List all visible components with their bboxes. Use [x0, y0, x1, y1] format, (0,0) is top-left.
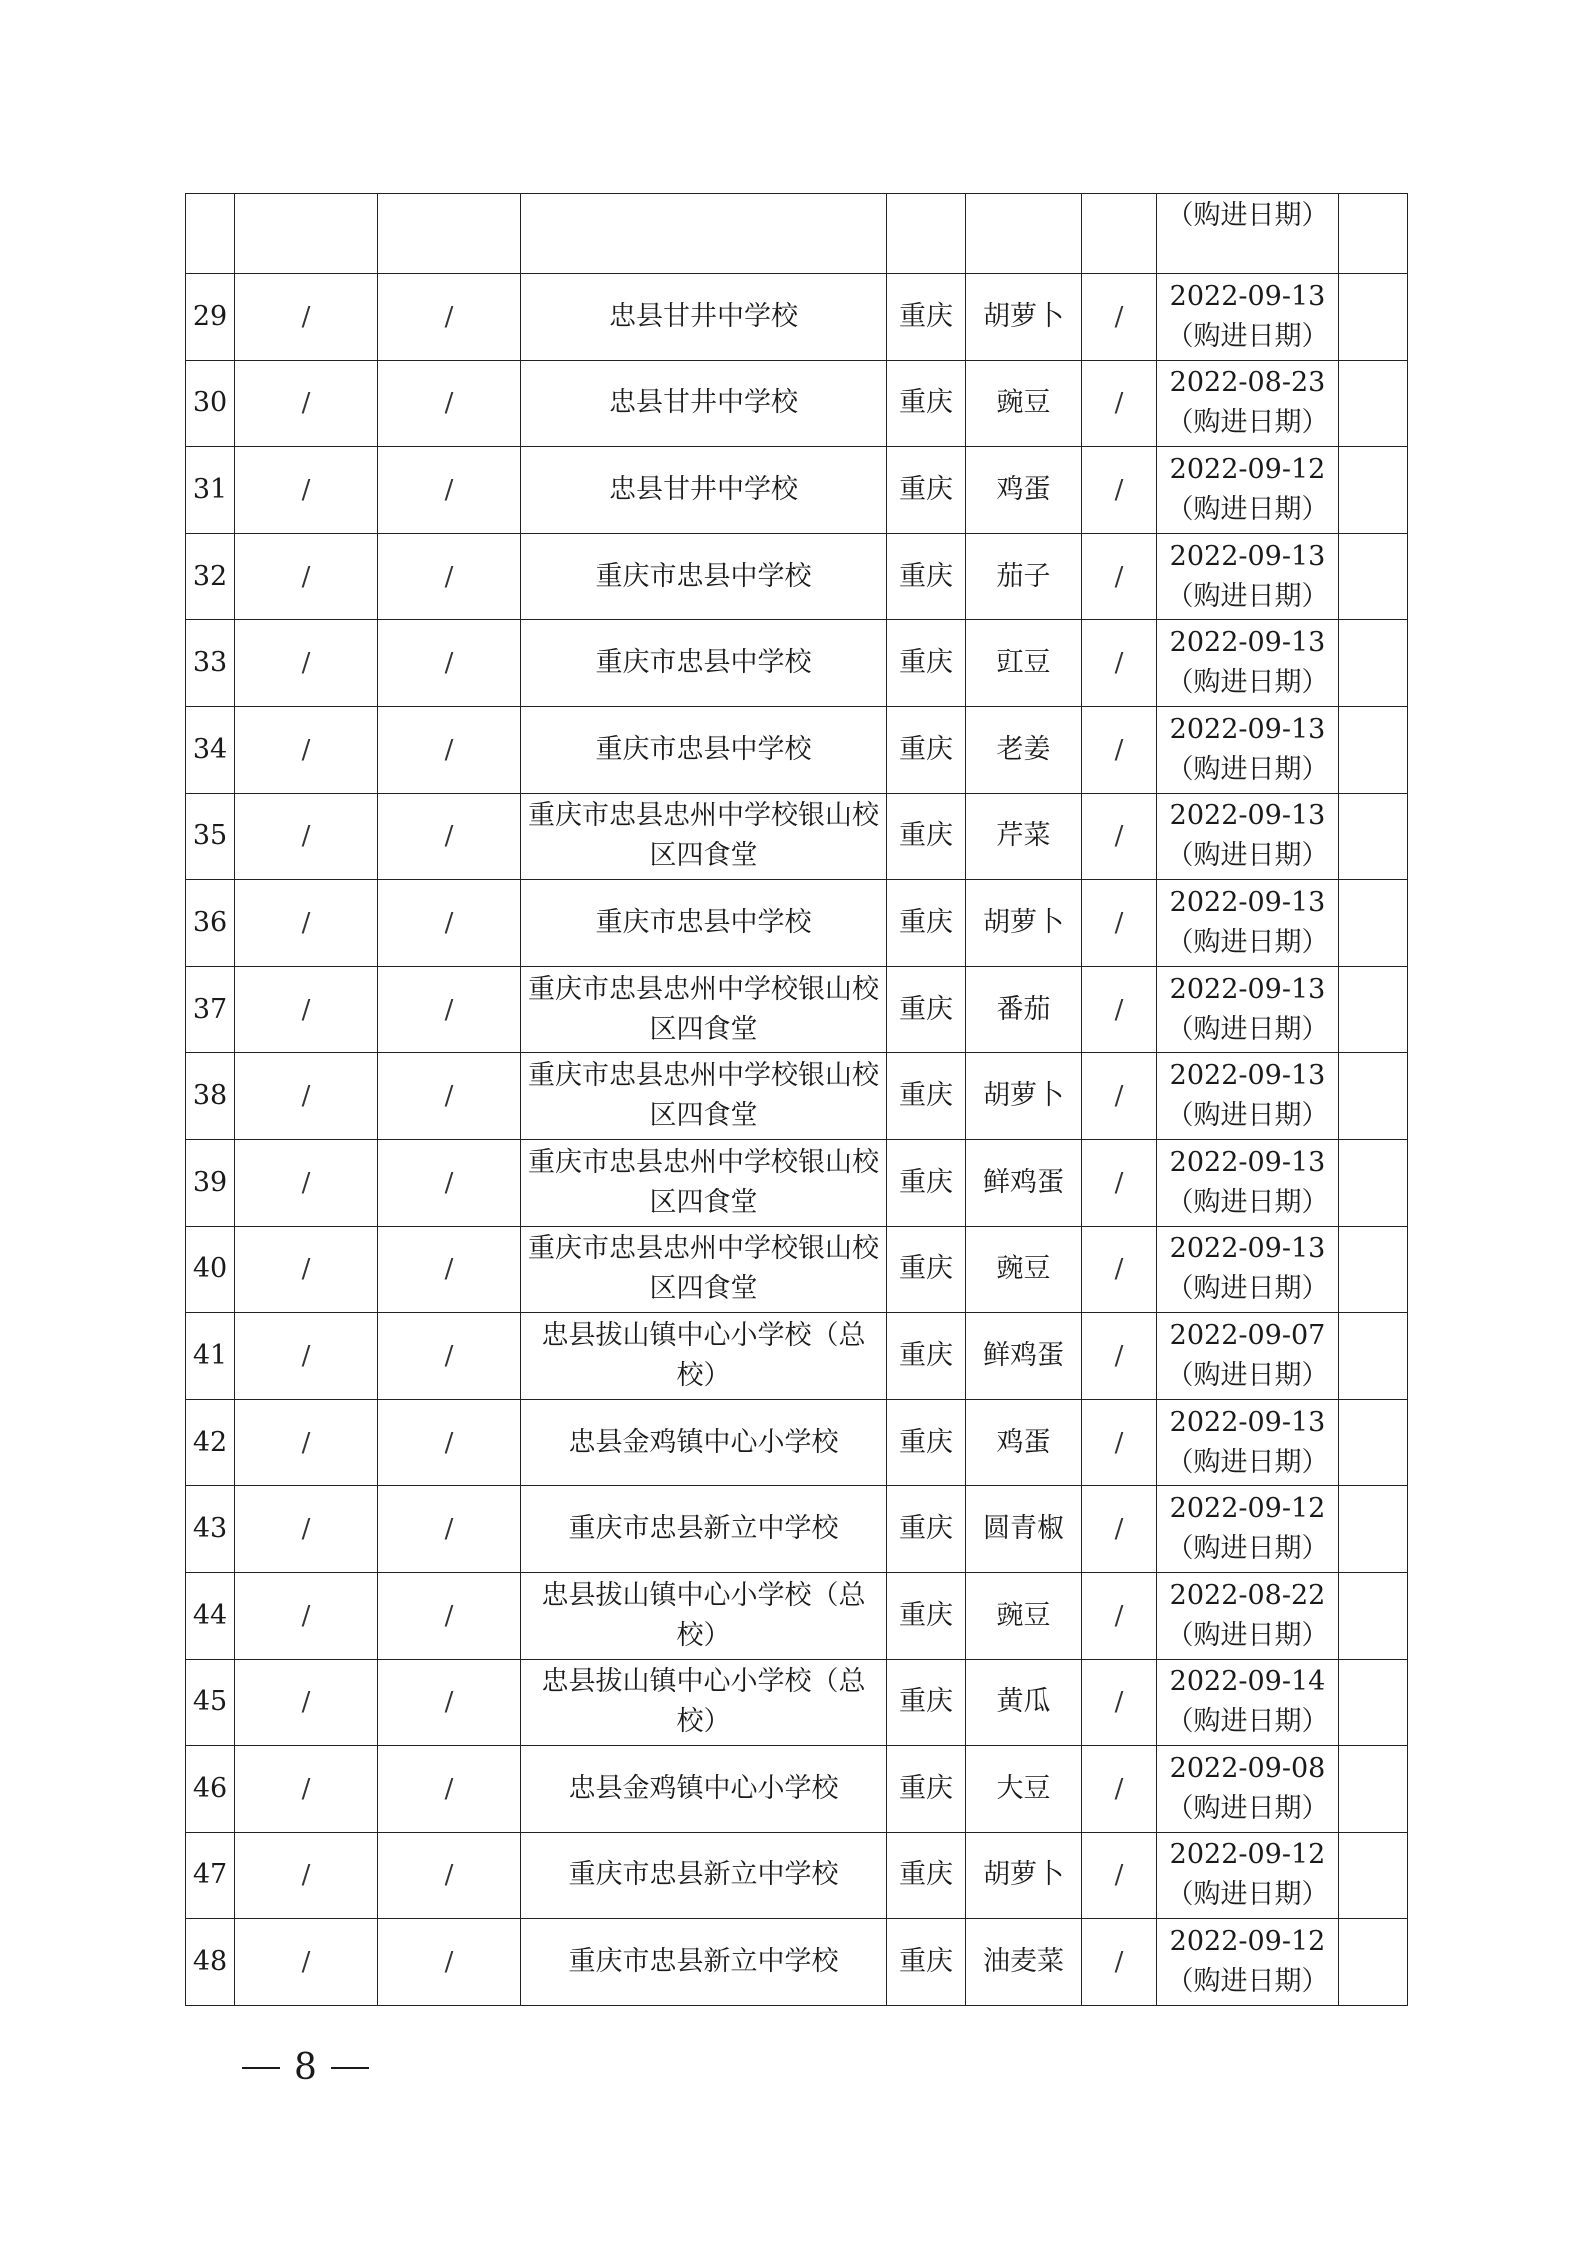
cell-index: 47	[186, 1832, 235, 1919]
date-value: 2022-09-12	[1169, 1493, 1326, 1525]
cell-unit: 重庆市忠县中学校	[521, 620, 887, 707]
cell-date	[1157, 1053, 1339, 1140]
date-value: 2022-09-13	[1169, 1060, 1326, 1092]
date-value: 2022-09-13	[1169, 886, 1326, 918]
date-note: （购进日期）	[1166, 580, 1329, 612]
cell-region: 重庆	[887, 1399, 966, 1486]
date-note: （购进日期）	[1166, 926, 1329, 958]
date-value: 2022-09-12	[1169, 1839, 1326, 1871]
cell-remark	[1339, 880, 1408, 967]
cell-unit: 忠县拔山镇中心小学校（总校）	[521, 1572, 887, 1659]
cell-date	[1157, 274, 1339, 361]
cell-col2: /	[235, 1486, 378, 1573]
table-row	[186, 1226, 1408, 1313]
cell-col3	[378, 194, 521, 274]
cell-region: 重庆	[887, 1486, 966, 1573]
date-value: 2022-09-13	[1169, 540, 1326, 572]
cell-index: 29	[186, 274, 235, 361]
date-value: 2022-09-13	[1169, 1233, 1326, 1265]
cell-index	[186, 194, 235, 274]
cell-col7: /	[1082, 1832, 1157, 1919]
cell-food: 豌豆	[966, 1226, 1082, 1313]
cell-col2: /	[235, 274, 378, 361]
cell-region: 重庆	[887, 793, 966, 880]
cell-date	[1157, 706, 1339, 793]
cell-food: 胡萝卜	[966, 1053, 1082, 1140]
date-value: 2022-09-13	[1169, 713, 1326, 745]
cell-unit: 忠县拔山镇中心小学校（总校）	[521, 1313, 887, 1400]
date-note: （购进日期）	[1166, 1013, 1329, 1045]
cell-region: 重庆	[887, 706, 966, 793]
cell-index: 41	[186, 1313, 235, 1400]
cell-col7: /	[1082, 274, 1157, 361]
cell-region: 重庆	[887, 620, 966, 707]
cell-unit	[521, 194, 887, 274]
cell-col2: /	[235, 1399, 378, 1486]
cell-col7: /	[1082, 793, 1157, 880]
cell-date	[1157, 1746, 1339, 1833]
cell-col2: /	[235, 966, 378, 1053]
cell-index: 46	[186, 1746, 235, 1833]
date-note: （购进日期）	[1166, 1359, 1329, 1391]
cell-food: 番茄	[966, 966, 1082, 1053]
cell-date	[1157, 447, 1339, 534]
cell-col3: /	[378, 1659, 521, 1746]
cell-date	[1157, 1313, 1339, 1400]
date-note: （购进日期）	[1166, 1792, 1329, 1824]
cell-col3: /	[378, 533, 521, 620]
cell-unit: 重庆市忠县忠州中学校银山校区四食堂	[521, 966, 887, 1053]
cell-remark	[1339, 274, 1408, 361]
table-row	[186, 620, 1408, 707]
cell-region: 重庆	[887, 1919, 966, 2006]
cell-remark	[1339, 1313, 1408, 1400]
date-value: 2022-09-13	[1169, 1146, 1326, 1178]
cell-date	[1157, 1832, 1339, 1919]
cell-col2: /	[235, 620, 378, 707]
cell-col2: /	[235, 533, 378, 620]
cell-col3: /	[378, 1919, 521, 2006]
cell-col2: /	[235, 793, 378, 880]
cell-food: 鲜鸡蛋	[966, 1139, 1082, 1226]
cell-index: 40	[186, 1226, 235, 1313]
cell-food: 大豆	[966, 1746, 1082, 1833]
cell-date	[1157, 1226, 1339, 1313]
cell-date	[1157, 1399, 1339, 1486]
cell-col7: /	[1082, 1139, 1157, 1226]
cell-food: 豌豆	[966, 1572, 1082, 1659]
cell-col3: /	[378, 1832, 521, 1919]
cell-index: 39	[186, 1139, 235, 1226]
date-value: 2022-09-13	[1169, 800, 1326, 832]
cell-date	[1157, 533, 1339, 620]
cell-region: 重庆	[887, 1659, 966, 1746]
cell-col3: /	[378, 880, 521, 967]
cell-col3: /	[378, 793, 521, 880]
cell-remark	[1339, 1053, 1408, 1140]
cell-index: 48	[186, 1919, 235, 2006]
cell-col3: /	[378, 360, 521, 447]
cell-remark	[1339, 533, 1408, 620]
cell-unit: 重庆市忠县忠州中学校银山校区四食堂	[521, 1226, 887, 1313]
cell-col7: /	[1082, 533, 1157, 620]
cell-food: 油麦菜	[966, 1919, 1082, 2006]
cell-remark	[1339, 1139, 1408, 1226]
date-value: 2022-09-08	[1169, 1752, 1326, 1784]
table-row	[186, 966, 1408, 1053]
cell-col7: /	[1082, 447, 1157, 534]
cell-col2: /	[235, 1053, 378, 1140]
cell-remark	[1339, 793, 1408, 880]
cell-region: 重庆	[887, 966, 966, 1053]
cell-date	[1157, 1572, 1339, 1659]
cell-col3: /	[378, 1746, 521, 1833]
cell-region: 重庆	[887, 360, 966, 447]
date-note: （购进日期）	[1166, 1273, 1329, 1305]
cell-col7: /	[1082, 1746, 1157, 1833]
cell-region: 重庆	[887, 274, 966, 361]
date-note: （购进日期）	[1166, 407, 1329, 439]
cell-col3: /	[378, 1313, 521, 1400]
date-note: （购进日期）	[1166, 1706, 1329, 1738]
cell-col7: /	[1082, 1053, 1157, 1140]
continuation-row	[186, 194, 1408, 274]
cell-unit: 忠县甘井中学校	[521, 274, 887, 361]
cell-col7: /	[1082, 1313, 1157, 1400]
date-note: （购进日期）	[1166, 753, 1329, 785]
cell-food: 鸡蛋	[966, 447, 1082, 534]
cell-unit: 重庆市忠县中学校	[521, 706, 887, 793]
cell-food: 豇豆	[966, 620, 1082, 707]
date-note: （购进日期）	[1166, 200, 1329, 231]
table-row	[186, 1313, 1408, 1400]
cell-col3: /	[378, 1399, 521, 1486]
cell-unit: 忠县金鸡镇中心小学校	[521, 1399, 887, 1486]
cell-index: 37	[186, 966, 235, 1053]
cell-unit: 忠县拔山镇中心小学校（总校）	[521, 1659, 887, 1746]
date-note: （购进日期）	[1166, 840, 1329, 872]
cell-col7: /	[1082, 360, 1157, 447]
page-footer	[242, 2047, 369, 2088]
cell-food: 茄子	[966, 533, 1082, 620]
cell-date	[1157, 1486, 1339, 1573]
table-row	[186, 793, 1408, 880]
date-note: （购进日期）	[1166, 320, 1329, 352]
cell-index: 43	[186, 1486, 235, 1573]
cell-index: 36	[186, 880, 235, 967]
table-row	[186, 1399, 1408, 1486]
cell-date	[1157, 1919, 1339, 2006]
cell-food: 黄瓜	[966, 1659, 1082, 1746]
cell-col3: /	[378, 1226, 521, 1313]
cell-col7: /	[1082, 1486, 1157, 1573]
date-note: （购进日期）	[1166, 1533, 1329, 1565]
cell-food: 胡萝卜	[966, 274, 1082, 361]
cell-col7: /	[1082, 966, 1157, 1053]
table-row	[186, 447, 1408, 534]
table-row	[186, 1832, 1408, 1919]
cell-remark	[1339, 1746, 1408, 1833]
cell-col2: /	[235, 1919, 378, 2006]
date-note: （购进日期）	[1166, 1186, 1329, 1218]
cell-remark	[1339, 194, 1408, 274]
cell-col2: /	[235, 447, 378, 534]
date-value: 2022-09-13	[1169, 627, 1326, 659]
cell-region: 重庆	[887, 447, 966, 534]
date-value: 2022-09-12	[1169, 453, 1326, 485]
date-note: （购进日期）	[1166, 1879, 1329, 1911]
cell-region: 重庆	[887, 533, 966, 620]
cell-food: 鸡蛋	[966, 1399, 1082, 1486]
cell-food	[966, 194, 1082, 274]
date-value: 2022-09-12	[1169, 1926, 1326, 1958]
cell-food: 胡萝卜	[966, 1832, 1082, 1919]
cell-index: 35	[186, 793, 235, 880]
cell-remark	[1339, 447, 1408, 534]
cell-col2: /	[235, 706, 378, 793]
date-note: （购进日期）	[1166, 1446, 1329, 1478]
table-row	[186, 880, 1408, 967]
cell-food: 豌豆	[966, 360, 1082, 447]
cell-region: 重庆	[887, 1139, 966, 1226]
cell-region: 重庆	[887, 880, 966, 967]
footer-dash-left	[242, 2067, 280, 2069]
cell-unit: 忠县甘井中学校	[521, 447, 887, 534]
date-note: （购进日期）	[1166, 667, 1329, 699]
sampling-results-table	[185, 193, 1408, 2006]
cell-col7: /	[1082, 1572, 1157, 1659]
table-row	[186, 1659, 1408, 1746]
cell-unit: 忠县金鸡镇中心小学校	[521, 1746, 887, 1833]
table-body	[186, 194, 1408, 2006]
cell-remark	[1339, 1486, 1408, 1573]
cell-remark	[1339, 1399, 1408, 1486]
cell-region	[887, 194, 966, 274]
cell-unit: 重庆市忠县新立中学校	[521, 1832, 887, 1919]
date-value: 2022-09-13	[1169, 280, 1326, 312]
cell-col3: /	[378, 1139, 521, 1226]
cell-date	[1157, 793, 1339, 880]
cell-col3: /	[378, 706, 521, 793]
cell-unit: 重庆市忠县中学校	[521, 533, 887, 620]
cell-date	[1157, 360, 1339, 447]
cell-food: 鲜鸡蛋	[966, 1313, 1082, 1400]
cell-unit: 重庆市忠县新立中学校	[521, 1486, 887, 1573]
cell-index: 42	[186, 1399, 235, 1486]
cell-col3: /	[378, 966, 521, 1053]
cell-index: 44	[186, 1572, 235, 1659]
cell-col2: /	[235, 880, 378, 967]
table-row	[186, 1486, 1408, 1573]
footer-dash-right	[331, 2067, 369, 2069]
cell-col3: /	[378, 1053, 521, 1140]
cell-col7: /	[1082, 1399, 1157, 1486]
date-note: （购进日期）	[1166, 1619, 1329, 1651]
cell-col7: /	[1082, 1226, 1157, 1313]
cell-region: 重庆	[887, 1226, 966, 1313]
cell-remark	[1339, 1659, 1408, 1746]
date-value: 2022-08-23	[1169, 367, 1326, 399]
cell-date	[1157, 1659, 1339, 1746]
cell-remark	[1339, 1572, 1408, 1659]
table-row	[186, 1919, 1408, 2006]
cell-date	[1157, 966, 1339, 1053]
cell-remark	[1339, 1919, 1408, 2006]
cell-remark	[1339, 620, 1408, 707]
date-value: 2022-08-22	[1169, 1579, 1326, 1611]
date-value: 2022-09-07	[1169, 1319, 1326, 1351]
cell-col2: /	[235, 360, 378, 447]
cell-date	[1157, 1139, 1339, 1226]
cell-date	[1157, 194, 1339, 274]
cell-col3: /	[378, 274, 521, 361]
cell-date	[1157, 880, 1339, 967]
cell-col7: /	[1082, 1659, 1157, 1746]
cell-food: 胡萝卜	[966, 880, 1082, 967]
cell-col2: /	[235, 1313, 378, 1400]
table-row	[186, 1139, 1408, 1226]
cell-unit: 重庆市忠县中学校	[521, 880, 887, 967]
cell-index: 32	[186, 533, 235, 620]
cell-col2: /	[235, 1572, 378, 1659]
date-note: （购进日期）	[1166, 493, 1329, 525]
date-value: 2022-09-14	[1169, 1666, 1326, 1698]
date-value: 2022-09-13	[1169, 973, 1326, 1005]
cell-col2: /	[235, 1746, 378, 1833]
cell-food: 老姜	[966, 706, 1082, 793]
cell-unit: 重庆市忠县忠州中学校银山校区四食堂	[521, 1053, 887, 1140]
date-note: （购进日期）	[1166, 1100, 1329, 1132]
cell-region: 重庆	[887, 1832, 966, 1919]
cell-col3: /	[378, 620, 521, 707]
cell-col3: /	[378, 1486, 521, 1573]
cell-remark	[1339, 966, 1408, 1053]
cell-col7: /	[1082, 880, 1157, 967]
cell-col2: /	[235, 1832, 378, 1919]
cell-index: 30	[186, 360, 235, 447]
cell-unit: 重庆市忠县新立中学校	[521, 1919, 887, 2006]
table-row	[186, 1053, 1408, 1140]
cell-col7: /	[1082, 1919, 1157, 2006]
cell-col3: /	[378, 447, 521, 534]
cell-col2: /	[235, 1139, 378, 1226]
cell-index: 38	[186, 1053, 235, 1140]
cell-region: 重庆	[887, 1313, 966, 1400]
cell-region: 重庆	[887, 1572, 966, 1659]
cell-index: 33	[186, 620, 235, 707]
cell-food: 圆青椒	[966, 1486, 1082, 1573]
date-note: （购进日期）	[1166, 1966, 1329, 1998]
table-row	[186, 360, 1408, 447]
cell-remark	[1339, 1226, 1408, 1313]
cell-col7	[1082, 194, 1157, 274]
cell-unit: 忠县甘井中学校	[521, 360, 887, 447]
cell-col7: /	[1082, 620, 1157, 707]
cell-col2	[235, 194, 378, 274]
cell-col7: /	[1082, 706, 1157, 793]
cell-col2: /	[235, 1226, 378, 1313]
table-row	[186, 533, 1408, 620]
cell-region: 重庆	[887, 1053, 966, 1140]
cell-index: 34	[186, 706, 235, 793]
cell-unit: 重庆市忠县忠州中学校银山校区四食堂	[521, 793, 887, 880]
table-row	[186, 274, 1408, 361]
cell-date	[1157, 620, 1339, 707]
cell-food: 芹菜	[966, 793, 1082, 880]
table-row	[186, 1746, 1408, 1833]
cell-unit: 重庆市忠县忠州中学校银山校区四食堂	[521, 1139, 887, 1226]
table-row	[186, 1572, 1408, 1659]
cell-remark	[1339, 360, 1408, 447]
cell-index: 45	[186, 1659, 235, 1746]
date-value: 2022-09-13	[1169, 1406, 1326, 1438]
cell-index: 31	[186, 447, 235, 534]
cell-region: 重庆	[887, 1746, 966, 1833]
cell-col3: /	[378, 1572, 521, 1659]
cell-remark	[1339, 706, 1408, 793]
cell-col2: /	[235, 1659, 378, 1746]
cell-remark	[1339, 1832, 1408, 1919]
page-number: 8	[294, 2047, 317, 2088]
table-row	[186, 706, 1408, 793]
